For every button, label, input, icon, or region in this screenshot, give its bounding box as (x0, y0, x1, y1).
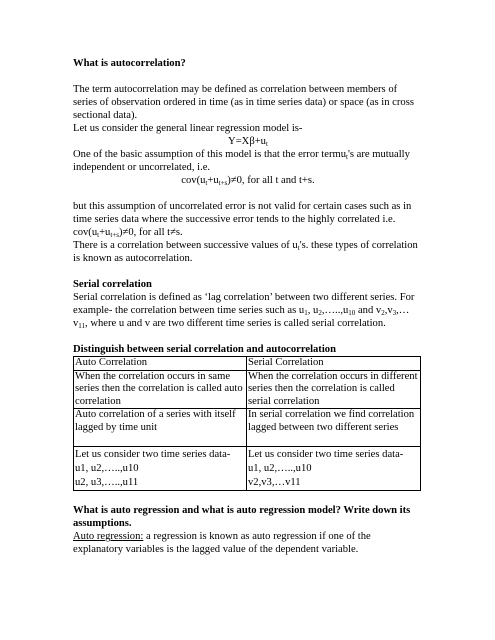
auto-regression-heading: What is auto regression and what is auto regression model? Write down its assumptions. (73, 505, 411, 530)
series-u-line: u1, u2,…..,u10 (75, 463, 139, 475)
assumption-text: One of the basic assumption of this model is that the error termu$_t$'s are mutually independent or uncorrelated, i.e. (73, 149, 410, 173)
auto-regression-term: Auto regression: (73, 531, 144, 543)
cell-text: Let us consider two time series data- (248, 449, 404, 461)
table-cell (74, 447, 247, 491)
table-row (74, 409, 421, 447)
table-cell: Auto correlation of a series with itself lagged by time unit (74, 409, 247, 447)
table-header-row (74, 357, 421, 371)
serial-correlation-definition: Serial correlation is defined as ‘lag correlation’ between two different series. For example- the correlation between time series such as $u_1$, $u_2,\dots..,u_{10}$ and $v_2,v_3,\dots v_{11}$, where u and v are two different time series is called serial correlation. (73, 292, 415, 330)
assumption-violation: but this assumption of uncorrelated error is not valid for certain cases such as in time series data where the successive error tends to the highly correlated i.e. $cov(u_t+u_{t+s})\ne 0$, for all t≠s. (73, 201, 412, 239)
model-intro: Let us consider the general linear regression model is- (73, 123, 303, 134)
table-cell: When the correlation occurs in different series then the correlation is called serial correlation (247, 370, 421, 409)
model-equation: $Y=X\beta+u_t$ (228, 136, 268, 148)
cell-text: Let us consider two time series data- (75, 449, 231, 461)
series-u-line: u1, u2,…..,u10 (248, 463, 312, 475)
table-header-serial: Serial Correlation (247, 357, 421, 371)
serial-correlation-heading: Serial correlation (73, 279, 152, 290)
auto-regression-definition: Auto regression: a regression is known as auto regression if one of the explanatory variables is the lagged value of the dependent variable. (73, 531, 371, 556)
comparison-table (73, 356, 421, 491)
table-row (74, 447, 421, 491)
table-cell (247, 447, 421, 491)
table-cell: In serial correlation we find correlation lagged between two different series (247, 409, 421, 447)
document-page (73, 57, 423, 556)
autocorrelation-definition: The term autocorrelation may be defined as correlation between members of series of observation ordered in time (as in time series data) or space (as in cross sectional data). (73, 84, 414, 121)
covariance-equation: $cov(u_t+u_{t+s})\ne 0$, for all t and t+s. (181, 175, 315, 187)
distinguish-heading: Distinguish between serial correlation and autocorrelation (73, 344, 336, 355)
table-row (74, 370, 421, 409)
table-header-auto: Auto Correlation (74, 357, 247, 371)
series-v-line: v2,v3,…v11 (248, 477, 301, 489)
table-cell: When the correlation occurs in same series then the correlation is called auto correlation (74, 370, 247, 409)
series-u-lagged-line: u2, u3,…..,u11 (75, 477, 139, 489)
autocorrelation-summary: There is a correlation between successive values of $u_t's$. these types of correlation is known as autocorrelation. (73, 240, 418, 264)
autocorrelation-heading: What is autocorrelation? (73, 58, 186, 69)
